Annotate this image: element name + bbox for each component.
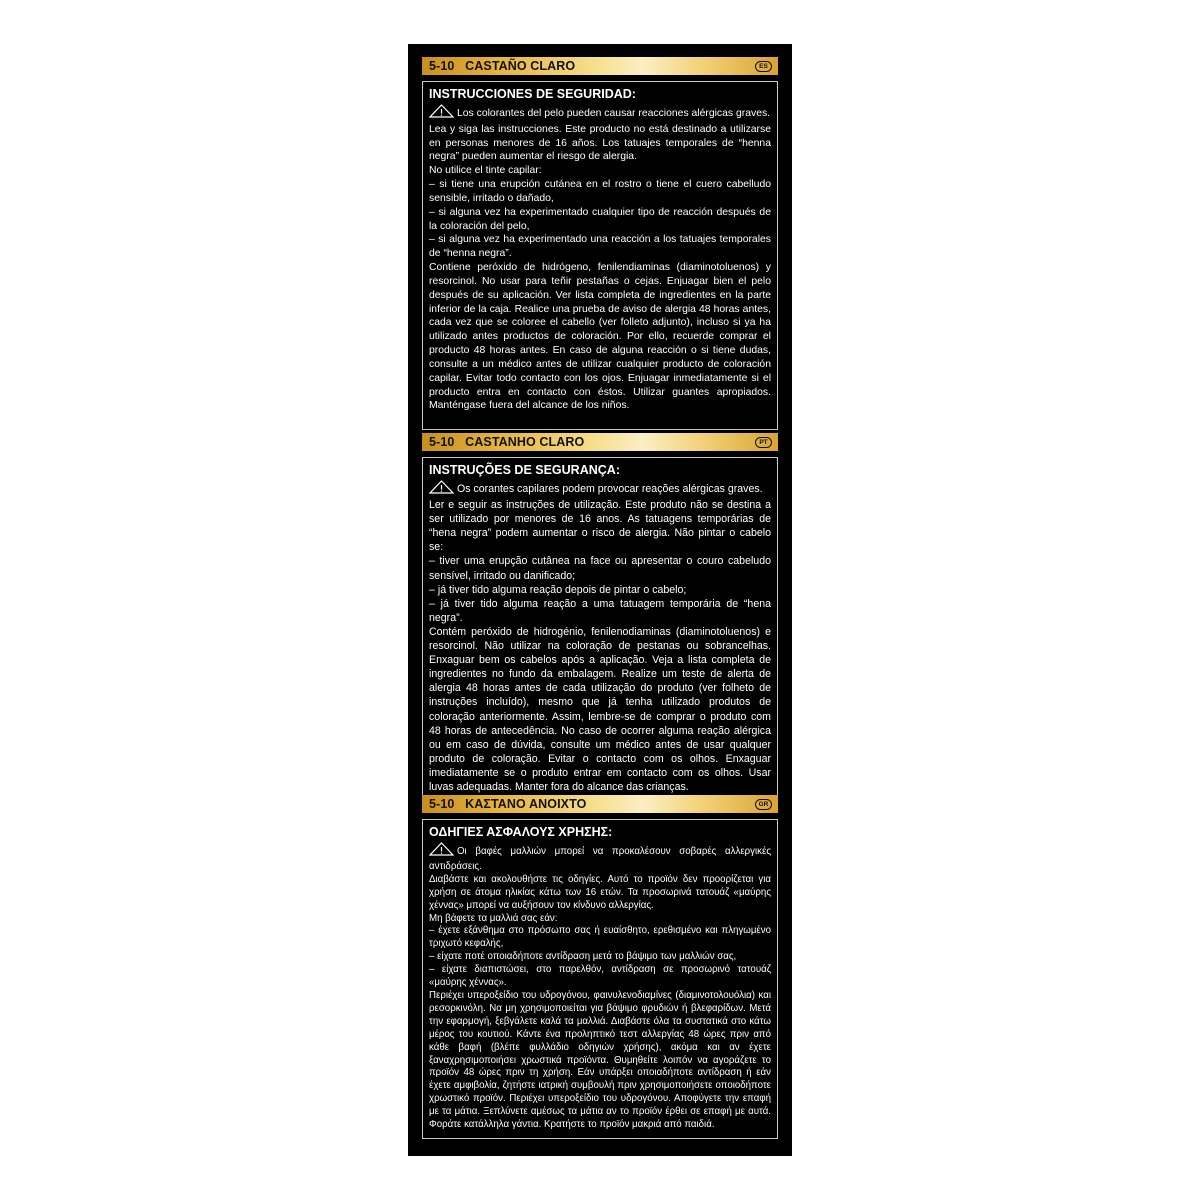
- section-header-pt: [422, 433, 778, 451]
- details-text-es: Contiene peróxido de hidrógeno, fenilendiaminas (diaminotoluenos) y resorcinol. No usar para teñir pestañas o cejas. Enjuagar bien el pelo después de su aplicación. Ver lista completa de ingredientes en la parte inferior de la caja. Realice una prueba de aviso de alergia 48 horas antes, cada vez que se coloree el cabello (ver folleto adjunto), incluso si ya ha utilizado antes productos de coloración. Por ello, recuerde comprar el producto 48 horas antes. En caso de alguna reacción o si tiene dudas, consulte a un médico antes de utilizar cualquier producto de coloración capilar. Evitar todo contacto con los ojos. Enjuagar inmediatamente si el producto entra en contacto con éstos. Utilizar guantes apropiados. Manténgase fuera del alcance de los niños.: [429, 262, 771, 412]
- bullet-item: – tiver uma erupção cutânea na face ou apresentar o couro cabeludo sensível, irritado ou danificado;: [429, 555, 771, 582]
- warning-text-gr: Οι βαφές μαλλιών μπορεί να προκαλέσουν σοβαρές αλλεργικές αντιδράσεις.: [429, 846, 771, 872]
- no-use-heading-es: No utilice el tinte capilar:: [429, 165, 542, 177]
- section-gr: [422, 795, 778, 1139]
- warning-triangle-icon: [429, 104, 454, 123]
- bullet-item: – si alguna vez ha experimentado una reacción a los tatuajes temporales de “henna negra”.: [429, 234, 771, 260]
- bullet-item: – si tiene una erupción cutánea en el rostro o tiene el cuero cabelludo sensible, irritado o dañado,: [429, 179, 771, 204]
- details-text-gr: Περιέχει υπεροξείδιο του υδρογόνου, φαινυλενοδιαμίνες (διαμινοτολουόλια) και ρεσορκινόλη. Να μη χρησιμοποιείται για βάψιμο φρυδιών ή βλεφαρίδων. Μετά την εφαρμογή, ξεβγάλετε καλά τα μαλλιά. Διαβάστε όλα τα συστατικά στο κάτω μέρος του κουτιού. Κάντε ένα προληπτικό τεστ αλλεργίας 48 ώρες πριν από κάθε βαφή (βλέπε φυλλάδιο οδηγιών χρήσης), ακόμα και αν έχετε ξαναχρησιμοποιήσει χρωστικά προϊόντα. Θυμηθείτε λοιπόν να αγοράζετε το προϊόν 48 ώρες πριν τη χρήση. Εάν υπάρξει οποιαδήποτε αντίδραση ή εάν έχετε αμφιβολία, ζητήστε ιατρική συμβουλή πριν χρησιμοποιήσετε οποιοδήποτε χρωστικό προϊόν. Περιέχει υπεροξείδιο του υδρογόνου. Αποφύγετε την επαφή με τα μάτια. Ξεπλύνετε αμέσως τα μάτια αν το προϊόν έρθει σε επαφή με αυτά. Φοράτε κατάλληλα γάντια. Κρατήστε το προϊόν μακριά από παιδιά.: [429, 989, 771, 1131]
- instructions-title-gr: ΟΔΗΓΙΕΣ ΑΣΦΑΛΟΥΣ ΧΡΗΣΗΣ:: [429, 825, 613, 839]
- section-header-es: [422, 57, 778, 75]
- shade-title-gr: 5-10 ΚΑΣΤΑΝΟ ΑΝΟΙΧΤΟ: [429, 797, 587, 811]
- language-badge-es: ES: [755, 61, 772, 72]
- warning-triangle-icon: [429, 480, 454, 498]
- section-pt: [422, 433, 778, 807]
- intro-text-gr: Διαβάστε και ακολουθήστε τις οδηγίες. Αυτό το προϊόν δεν προορίζεται για χρήση σε άτομα ηλικίας κάτω των 16 ετών. Τα προσωρινά τατουάζ «μαύρης χέννας» μπορεί να αυξήσουν τον κίνδυνο αλλεργίας.: [429, 873, 771, 911]
- instructions-title-es: INSTRUCCIONES DE SEGURIDAD:: [429, 87, 636, 101]
- language-badge-gr: GR: [755, 799, 772, 810]
- warning-triangle-icon: [429, 842, 454, 861]
- language-badge-pt: PT: [755, 437, 772, 448]
- intro-text-es: Lea y siga las instrucciones. Este producto no está destinado a utilizarse en personas menores de 16 años. Los tatuajes temporales de “henna negra” pueden aumentar el riesgo de alergia.: [429, 123, 771, 163]
- bullet-item: – já tiver tido alguma reação depois de pintar o cabelo;: [429, 583, 687, 596]
- instructions-box-pt: [422, 457, 778, 807]
- shade-title-es: 5-10 CASTAÑO CLARO: [429, 59, 576, 73]
- instructions-title-pt: INSTRUÇÕES DE SEGURANÇA:: [429, 463, 620, 477]
- instructions-text-es: [429, 104, 771, 413]
- no-use-heading-gr: Μη βάφετε τα μαλλιά σας εάν:: [429, 912, 558, 924]
- bullet-item: – si alguna vez ha experimentado cualquier tipo de reacción después de la coloración del pelo,: [429, 206, 771, 232]
- instructions-box-gr: [422, 819, 778, 1139]
- safety-label-panel: [408, 44, 792, 1156]
- bullet-item: – είχατε διαπιστώσει, στο παρελθόν, αντίδραση σε προσωρινό τατουάζ «μαύρης χέννας».: [429, 964, 771, 989]
- warning-text-pt: Os corantes capilares podem provocar reações alérgicas graves.: [457, 483, 763, 495]
- warning-text-es: Los colorantes del pelo pueden causar reacciones alérgicas graves.: [457, 108, 771, 119]
- instructions-text-gr: [429, 842, 771, 1132]
- instructions-box-es: [422, 81, 778, 430]
- section-header-gr: [422, 795, 778, 813]
- bullet-item: – έχετε εξάνθημα στο πρόσωπο σας ή ευαίσθητο, ερεθισμένο και πληγωμένο τριχωτό κεφαλής,: [429, 925, 771, 950]
- shade-title-pt: 5-10 CASTANHO CLARO: [429, 435, 585, 449]
- bullet-item: – είχατε ποτέ οποιαδήποτε αντίδραση μετά το βάψιμο των μαλλιών σας,: [429, 951, 737, 963]
- section-es: [422, 57, 778, 430]
- instructions-text-pt: [429, 480, 771, 794]
- details-text-pt: Contém peróxido de hidrogénio, fenilenodiaminas (diaminotoluenos) e resorcinol. Não utilizar na coloração de pestanas ou sobrancelhas. Enxaguar bem os cabelos após a aplicação. Veja a lista completa de ingredientes no fundo da embalagem. Realize um teste de alerta de alergia 48 horas antes de cada utilização do produto (ver folheto de instruções incluído), mesmo que já tenha utilizado produtos de coloração anteriormente. Assim, lembre-se de comprar o produto com 48 horas de antecedência. No caso de ocorrer alguma reação alérgica ou em caso de dúvida, consulte um médico antes de usar qualquer produto de coloração. Evitar o contacto com os olhos. Enxaguar imediatamente se o produto entrar em contacto com os olhos. Usar luvas adequadas. Manter fora do alcance das crianças.: [429, 625, 771, 793]
- bullet-item: – já tiver tido alguma reação a uma tatuagem temporária de “hena negra”.: [429, 597, 771, 624]
- intro-text-pt: Ler e seguir as instruções de utilização. Este produto não se destina a ser utilizado por menores de 16 anos. As tatuagens temporárias de “hena negra” podem aumentar o risco de alergia. Não pintar o cabelo se:: [429, 499, 771, 554]
